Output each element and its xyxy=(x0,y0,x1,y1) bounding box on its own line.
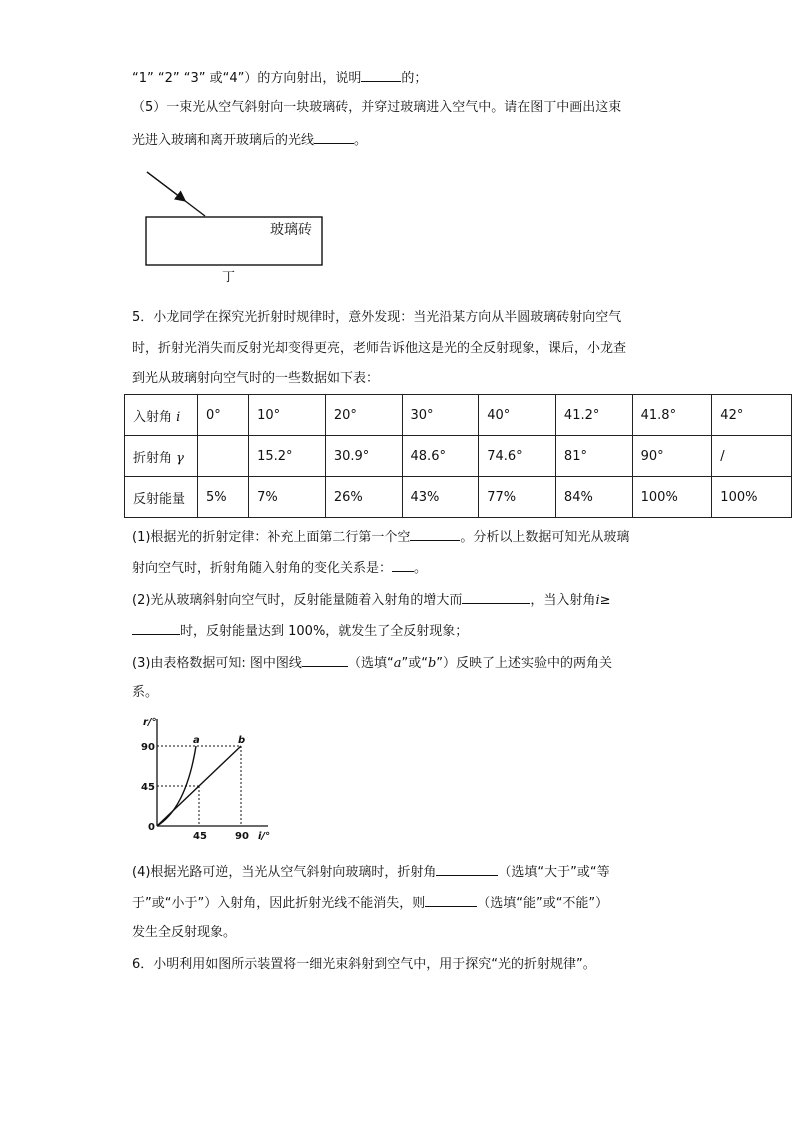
q5-part2-pre: (2)光从玻璃斜射向空气时，反射能量随着入射角的增大而 xyxy=(132,593,463,608)
q5-text-line-3: 到光从玻璃射向空气时的一些数据如下表： xyxy=(132,371,380,386)
table-cell: 100% xyxy=(712,477,792,518)
q5-part2-geq: ≥ xyxy=(599,593,611,608)
table-cell: 84% xyxy=(555,477,632,518)
q5-part2-blank-2 xyxy=(132,621,180,635)
q5-part3-or: ”或“ xyxy=(401,656,428,671)
q4-part5-line-2 xyxy=(132,130,367,150)
table-cell: 0° xyxy=(198,395,249,436)
figure-ding xyxy=(140,168,330,286)
q5-part2-line-2 xyxy=(132,621,468,641)
q5-part3-line-1 xyxy=(132,653,612,673)
q4-answer-blank xyxy=(361,68,401,82)
table-cell: 90° xyxy=(632,436,712,477)
table-cell: 42° xyxy=(712,395,792,436)
x-axis-label: i/° xyxy=(258,831,271,842)
q5-part3-option-b: b xyxy=(427,656,437,671)
table-cell: 81° xyxy=(555,436,632,477)
table-cell: 40° xyxy=(479,395,556,436)
q4-line1-post: 的； xyxy=(401,71,428,86)
q5-part1-relation-blank xyxy=(392,558,414,572)
q5-text-line-2: 时，折射光消失而反射光却变得更亮，老师告诉他这是光的全反射现象，课后，小龙查 xyxy=(132,341,627,356)
table-cell: 5% xyxy=(198,477,249,518)
q4-part5-pre: 光进入玻璃和离开玻璃后的光线 xyxy=(132,133,315,148)
incident-ray-arrow xyxy=(147,172,184,200)
row-header-incident: 入射角 i xyxy=(125,395,198,436)
q5-part3-blank xyxy=(302,653,348,667)
q5-part4-line2-pre: 于”或“小于”）入射角，因此折射光线不能消失，则 xyxy=(132,896,426,911)
q5-part2-blank-1 xyxy=(462,590,530,604)
row-header-reflection: 反射能量 xyxy=(125,477,198,518)
q5-part4-pre: (4)根据光路可逆，当光从空气斜射向玻璃时，折射角 xyxy=(132,865,437,880)
curve-a-label: a xyxy=(193,735,200,746)
q5-part3-pre: (3)由表格数据可知: 图中图线 xyxy=(132,656,302,671)
table-cell-blank xyxy=(198,436,249,477)
q4-text-line-1 xyxy=(132,68,427,88)
q5-part4-line-1 xyxy=(132,862,610,882)
y-axis-label: r/° xyxy=(143,717,157,728)
q5-part1-line-2 xyxy=(132,558,427,578)
q5-part3-option-a: a xyxy=(393,656,402,671)
q5-part2-mid: ，当入射角 xyxy=(530,593,596,608)
y-tick-90: 90 xyxy=(141,742,155,753)
table-cell: 100% xyxy=(632,477,712,518)
table-cell: 20° xyxy=(325,395,402,436)
q5-part1-line-1 xyxy=(132,527,629,547)
glass-block-label: 玻璃砖 xyxy=(270,222,312,238)
q5-part1-line2-pre: 射向空气时，折射角随入射角的变化关系是： xyxy=(132,561,393,576)
x-tick-45: 45 xyxy=(193,831,207,842)
figure-ding-caption: 丁 xyxy=(222,270,236,285)
table-cell: 26% xyxy=(325,477,402,518)
table-cell: 74.6° xyxy=(479,436,556,477)
q5-part1-pre: (1)根据光的折射定律：补充上面第二行第一个空 xyxy=(132,530,411,545)
table-cell: 43% xyxy=(402,477,479,518)
q5-part3-line-2: 系。 xyxy=(132,685,159,700)
q6-text-line-1: 6．小明利用如图所示装置将一细光束斜射到空气中，用于探究“光的折射规律”。 xyxy=(132,957,596,972)
q5-part4-line2-post: （选填“能”或“不能”） xyxy=(477,896,609,911)
q5-part2-symbol: i xyxy=(595,593,600,608)
q5-part1-post: 。分析以上数据可知光从玻璃 xyxy=(460,530,630,545)
q4-part5-line-1: （5）一束光从空气斜射向一块玻璃砖，并穿过玻璃进入空气中。请在图丁中画出这束 xyxy=(132,100,622,115)
table-row-reflection xyxy=(125,477,792,518)
q4-line1-pre: “1” “2” “3” 或“4”）的方向射出，说明 xyxy=(132,71,362,86)
table-cell: / xyxy=(712,436,792,477)
q5-part4-line-3: 发生全反射现象。 xyxy=(132,925,237,940)
q5-part1-blank xyxy=(410,527,460,541)
q5-part4-blank-1 xyxy=(436,862,498,876)
q5-part4-line-2 xyxy=(132,893,608,913)
q5-text-line-1: 5．小龙同学在探究光折射时规律时，意外发现：当光沿某方向从半圆玻璃砖射向空气 xyxy=(132,310,622,325)
table-cell: 10° xyxy=(249,395,326,436)
table-cell: 30° xyxy=(402,395,479,436)
q5-part1-line2-post: 。 xyxy=(414,561,428,576)
q5-part3-mid: （选填“ xyxy=(347,656,394,671)
q5-part2-line2-post: 时，反射能量达到 100%，就发生了全反射现象； xyxy=(180,624,469,639)
x-tick-90: 90 xyxy=(235,831,249,842)
line-b-label: b xyxy=(238,735,246,746)
angle-graph xyxy=(140,713,280,845)
table-cell: 41.2° xyxy=(555,395,632,436)
q5-part2-line-1 xyxy=(132,590,611,610)
q4-part5-post: 。 xyxy=(354,133,368,148)
table-row-refraction xyxy=(125,436,792,477)
table-cell: 7% xyxy=(249,477,326,518)
row-header-refraction: 折射角 γ xyxy=(125,436,198,477)
q4-part5-blank xyxy=(314,130,354,144)
table-cell: 30.9° xyxy=(325,436,402,477)
q5-part4-post: （选填“大于”或“等 xyxy=(498,865,610,880)
table-cell: 15.2° xyxy=(249,436,326,477)
origin-label: 0 xyxy=(148,822,155,833)
y-tick-45: 45 xyxy=(141,782,155,793)
q5-part4-blank-2 xyxy=(425,893,477,907)
table-row-incident xyxy=(125,395,792,436)
q5-part3-post: ”）反映了上述实验中的两角关 xyxy=(436,656,613,671)
table-cell: 48.6° xyxy=(402,436,479,477)
table-cell: 41.8° xyxy=(632,395,712,436)
data-table xyxy=(124,394,792,518)
table-cell: 77% xyxy=(479,477,556,518)
